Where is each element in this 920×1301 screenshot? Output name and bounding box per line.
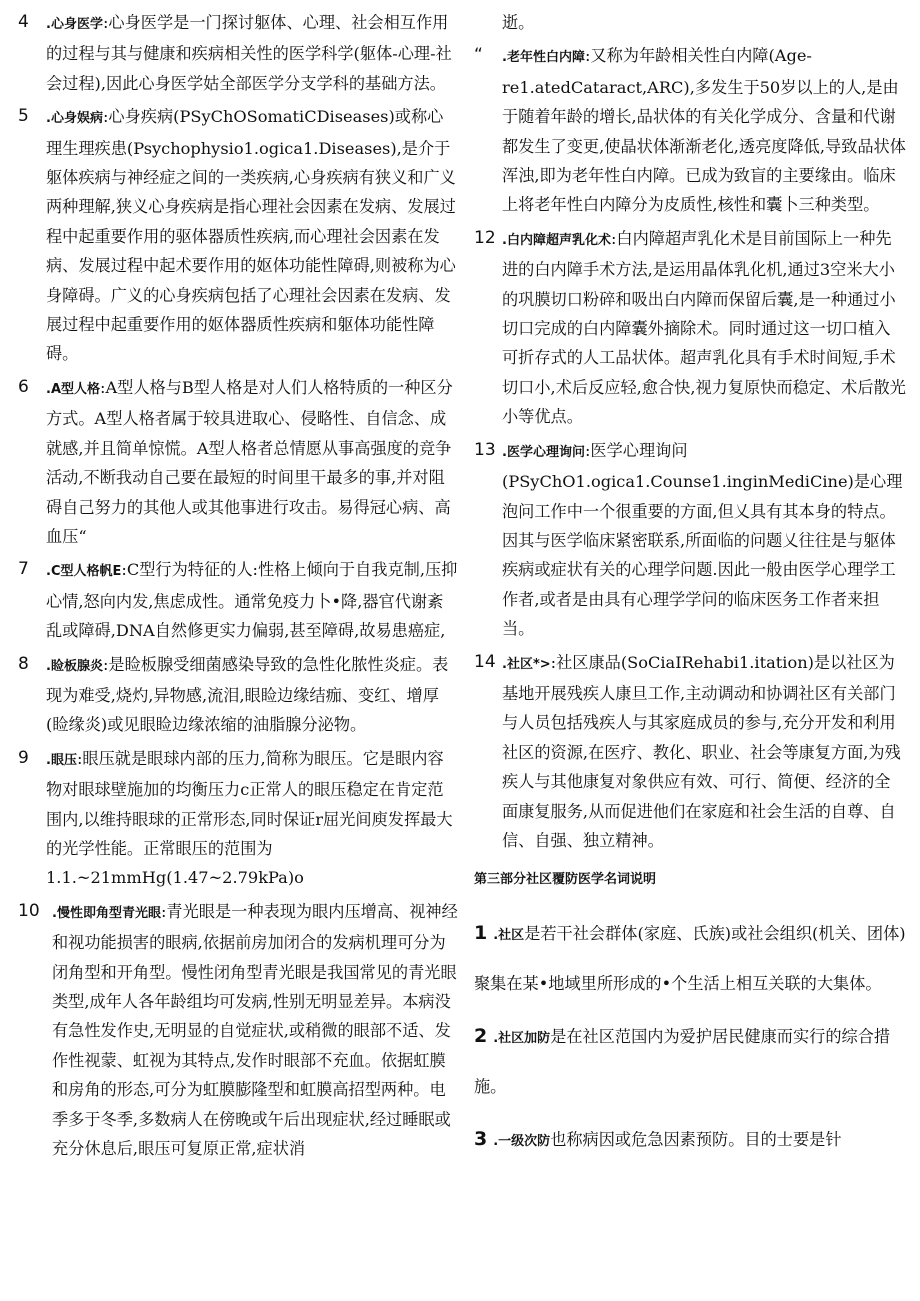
entry-term: .社区加防 bbox=[493, 1031, 551, 1047]
entry-number: 1 bbox=[474, 922, 488, 945]
entry-text: :A型人格与B型人格是对人们人格特质的一种区分方式。A型人格者属于较具进取心、侵略性、自信念、成就感,并且简单惊慌。A型人格者总情愿从事高强度的竞争活动,不断我动自己要在最短的时间里干最多的事,并对阻碍自己努力的其他人或其他事进行攻击。易得冠心病、高血压“ bbox=[46, 377, 453, 546]
left-column bbox=[18, 8, 458, 1167]
entry-text: 是在社区范国内为爱护居民健康而实行的综合措施。 bbox=[474, 1027, 891, 1097]
entry-psychosomatic-disease bbox=[18, 102, 458, 369]
entry-term: .社区*> bbox=[502, 656, 551, 672]
entry-text: :医学心理询问(PSyChO1.ogica1.Counse1.inginMediCine)是心理泡问工作中一个很重要的方面,但乂具有其本身的特点。因其与医学临床紧密联系,所面临的问题乂往往是与躯体疾病或症状有关的心理学问题.因此一般由医学心理学工作者,或者是由具有心理学学问的临床医务工作者来担当。 bbox=[502, 440, 903, 639]
entry-community-prevention bbox=[474, 1012, 906, 1111]
entry-text: :眼压就是眼球内部的压力,简称为眼压。它是眼内容物对眼球壁施加的均衡压力c正常人的眼压稳定在肯定范围内,以维持眼球的正常形态,同时保证r屈光间庾发挥最大的光学性能。正常眼压的范围为1.1.~21mmHg(1.47~2.79kPa)o bbox=[46, 748, 453, 888]
entry-text: 也称病因或危急因素预防。目的士要是针 bbox=[550, 1130, 842, 1150]
entry-term: .睑板腺炎 bbox=[46, 658, 103, 674]
entry-text: :社区康品(SoCiaIRehabi1.itation)是以社区为基地开展残疾人康旦工作,主动调动和协调社区有关部门与人员包括残疾人与其家庭成员的参与,充分开发和利用社区的资源,在医疗、教化、职业、社会等康复方面,为残疾人与其他康复对象供应有效、可行、简便、经济的全面康复服务,从而促进他们在家庭和社会生活的自尊、自信、自强、独立精神。 bbox=[502, 652, 901, 850]
entry-number: 12 bbox=[474, 227, 496, 248]
entry-term: .老年性白内障 bbox=[502, 50, 585, 66]
right-column bbox=[474, 8, 906, 1170]
entry-text: :又称为年龄相关性白内障(Age-re1.atedCataract,ARC),多发生于50岁以上的人,是由于随着年龄的增长,品状体的有关化学成分、含量和代谢都发生了变更,使晶状体渐渐老化,透亮度降低,导致品状体浑浊,即为老年性白内障。已成为致盲的主要缘由。临床上将老年性白内障分为皮质性,核性和囊卜三种类型。 bbox=[502, 46, 906, 215]
entry-number: 10 bbox=[18, 900, 40, 921]
entry-term: .心身医学 bbox=[46, 17, 103, 32]
entry-term: .A型人格 bbox=[46, 381, 100, 397]
entry-number: 6 bbox=[18, 376, 29, 397]
entry-phacoemulsification bbox=[474, 224, 906, 432]
entry-type-c-personality bbox=[18, 555, 458, 645]
entry-number: 2 bbox=[474, 1025, 488, 1048]
entry-text: :白内障超声乳化术是目前国际上一种先进的白内障手术方法,是运用晶体乳化机,通过3空米大小的巩膜切口粉碎和吸出白内障而保留后囊,是一种通过小切口完成的白内障囊外摘除术。同时通过这一切口植入可折存式的人工品状体。超声乳化具有手术时间短,手术切口小,术后反应轻,愈合快,视力复原快而稳定、术后散光小等优点。 bbox=[502, 228, 906, 427]
entry-number: 3 bbox=[474, 1128, 488, 1151]
entry-text: :心身疾病(PSyChOSomatiCDiseases)或称心理生理疾患(Psychophysio1.ogica1.Diseases),是介于躯体疾病与神经症之间的一类疾病,心身疾病有狭义和广义两种理解,狭义心身疾病是指心理社会因素在发病、发展过程中起重要作用的驱体器质性疾病,而心理社会因素在发病、发展过程中起术要作用的妪体功能性障碍,则被称为心身障碍。广义的心身疾病包括了心理社会因素在发病、发展过程中起重要作用的妪体器质性疾病和躯体功能性障碍。 bbox=[46, 107, 456, 364]
entry-term: .心身娱病 bbox=[46, 111, 103, 127]
entry-number: 7 bbox=[18, 559, 29, 580]
entry-text: :心身医学是一门探讨躯体、心理、社会相互作用的过程与其与健康和疾病相关性的医学科学(躯体-心理-社会过程),因此心身医学姑全部医学分支学科的基础方法。 bbox=[46, 13, 452, 93]
entry-psychosomatic-medicine bbox=[18, 8, 458, 98]
entry-text: :C型行为特征的人:性格上倾向于自我克制,压抑心情,怒向内发,焦虑成性。通常免疫力卜•降,器官代谢紊乱或障碍,DNA自然修更实力偏弱,甚至障碍,故易患癌症, bbox=[46, 560, 458, 641]
entry-term: .医学心理询问 bbox=[502, 444, 585, 460]
continued-text: 逝。 bbox=[502, 13, 535, 32]
entry-number: 13 bbox=[474, 439, 496, 460]
entry-intraocular-pressure bbox=[18, 744, 458, 893]
entry-term: .一级次防 bbox=[493, 1134, 551, 1150]
entry-term: .C型人格帆E bbox=[46, 564, 122, 580]
entry-term: .社区 bbox=[493, 928, 525, 944]
section-title: 第三部分社区覆防医学名词说明 bbox=[474, 872, 657, 888]
entry-number: 4 bbox=[18, 12, 29, 32]
entry-number: 5 bbox=[18, 106, 29, 127]
entry-meibomitis bbox=[18, 650, 458, 740]
entry-medical-counseling bbox=[474, 436, 906, 644]
entry-community bbox=[474, 909, 906, 1008]
entry-text: :是睑板腺受细菌感染导致的急性化脓性炎症。表现为难受,烧灼,异物感,流泪,眼睑边缘结痂、变红、增厚(睑缘炎)或见眼睑边缘浓缩的油脂腺分泌物。 bbox=[46, 654, 449, 735]
entry-term: .眼压 bbox=[46, 752, 77, 768]
entry-term: .白内障超声乳化术 bbox=[502, 232, 611, 248]
entry-term: .慢性即角型青光眼 bbox=[52, 905, 161, 921]
entry-text: 是若干社会群体(家庭、氏族)或社会组织(机关、团体)聚集在某•地域里所形成的•个生活上相互关联的大集体。 bbox=[474, 924, 906, 994]
entry-text: :青光眼是一种表现为眼内压增高、视神经和视功能损害的眼病,依据前房加闭合的发病机理可分为闭角型和开角型。慢性闭角型青光眼是我国常见的青光眼类型,成年人各年龄组均可发病,性别无明显差异。本病没有急性发作史,无明显的自觉症状,或稍微的眼部不适、发作性视蒙、虹视为其特点,发作时眼部不充血。依据虹膜和房角的形态,可分为虹膜膨隆型和虹膜高招型两种。电季多于冬季,多数病人在傍晚或午后出现症状,经过睡眠或充分休息后,眼压可复原正常,症状消 bbox=[52, 901, 458, 1159]
entry-community-rehabilitation bbox=[474, 648, 906, 856]
entry-senile-cataract bbox=[474, 41, 906, 219]
entry-number: 8 bbox=[18, 653, 29, 674]
entry-primary-prevention bbox=[474, 1115, 906, 1166]
entry-number: “ bbox=[474, 45, 483, 66]
entry-chronic-angle-closure-glaucoma bbox=[18, 897, 458, 1164]
entry-type-a-personality bbox=[18, 373, 458, 551]
entry-number: 14 bbox=[474, 651, 496, 672]
entry-number: 9 bbox=[18, 747, 29, 768]
